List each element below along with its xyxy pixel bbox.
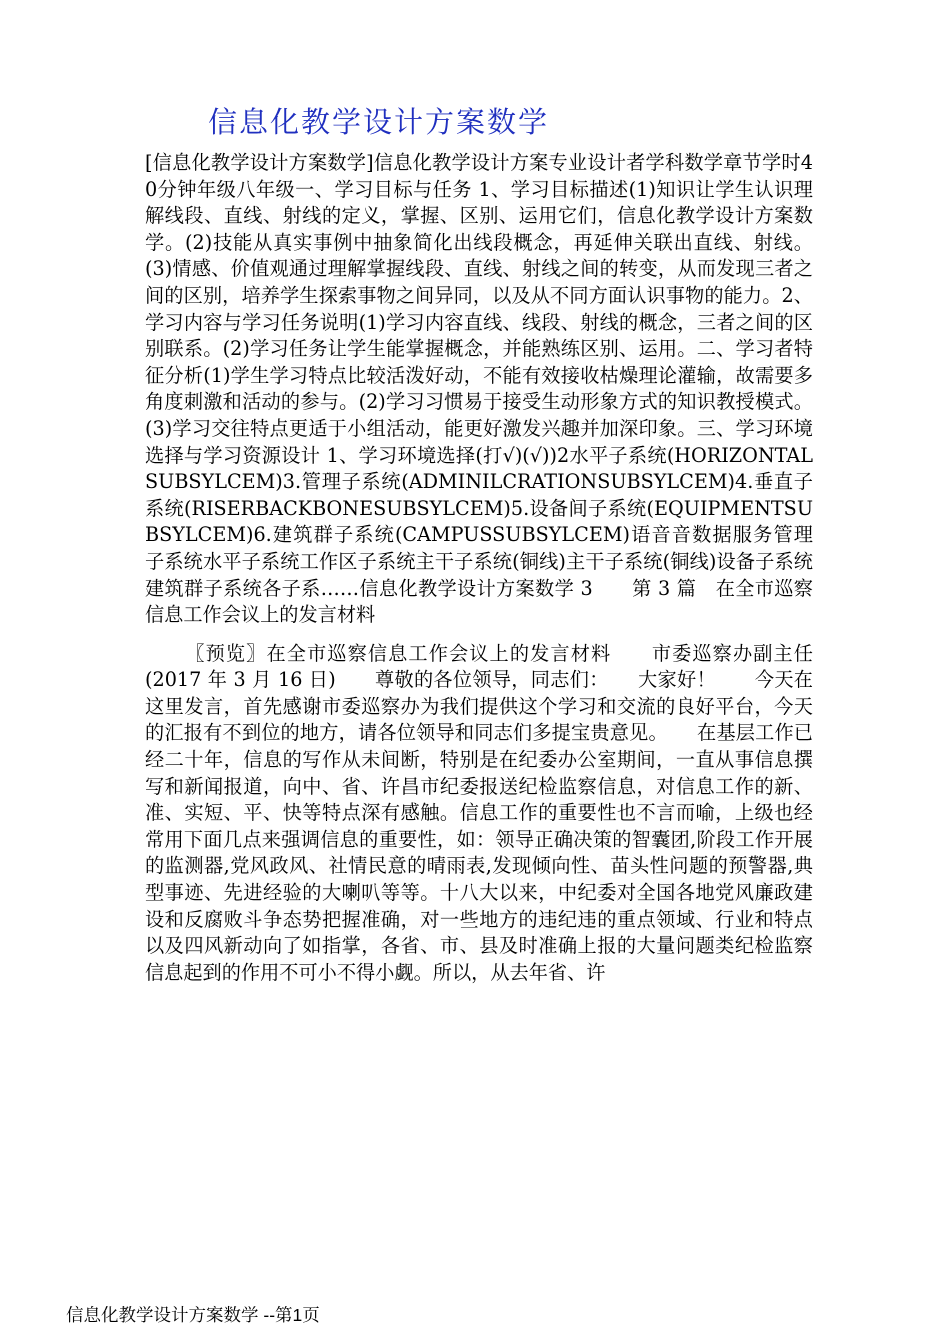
body-paragraph: 〖预览〗在全市巡察信息工作会议上的发言材料 市委巡察办副主任 (2017 年 3 月 16 日) 尊敬的各位领导，同志们： 大家好！ 今天在这里发言，首先感谢市委巡察办为我们提供这个学习和交流的良好平台，今天的汇报有不到位的地方，请各位领导和同志们多提宝贵意见。 在基层工作已经二十年，信息的写作从未间断，特别是在纪委办公室期间，一直从事信息撰写和新闻报道，向中、省、许昌市纪委报送纪检监察信息，对信息工作的新、准、实短、平、快等特点深有感触。信息工作的重要性也不言而喻，上级也经常用下面几点来强调信息的重要性，如：领导正确决策的智囊团,阶段工作开展的监测器,党风政风、社情民意的晴雨表,发现倾向性、苗头性问题的预警器,典型事迹、先进经验的大喇叭等等。十八大以来，中纪委对全国各地党风廉政建设和反腐败斗争态势把握准确，对一些地方的违纪违的重点领域、行业和特点以及四风新动向了如指掌，各省、市、县及时准确上报的大量问题类纪检监察信息起到的作用不可小不得小觑。所以，从去年省、许 xyxy=(145,641,852,984)
page-footer: 信息化教学设计方案数学 --第1页 xyxy=(66,1305,320,1325)
body-paragraph: [信息化教学设计方案数学]信息化教学设计方案专业设计者学科数学章节学时40分钟年级八年级一、学习目标与任务 1、学习目标描述(1)知识让学生认识理解线段、直线、射线的定义，掌握、区别、运用它们，信息化教学设计方案数学。(2)技能从真实事例中抽象简化出线段概念，再延伸关联出直线、射线。(3)情感、价值观通过理解掌握线段、直线、射线之间的转变，从而发现三者之间的区别，培养学生探索事物之间异同，以及从不同方面认识事物的能力。2、学习内容与学习任务说明(1)学习内容直线、线段、射线的概念，三者之间的区别联系。(2)学习任务让学生能掌握概念，并能熟练区别、运用。二、学习者特征分析(1)学生学习特点比较活泼好动，不能有效接收枯燥理论灌输，故需要多角度刺激和活动的参与。(2)学习习惯易于接受生动形象方式的知识教授模式。(3)学习交往特点更适于小组活动，能更好激发兴趣并加深印象。三、学习环境选择与学习资源设计 1、学习环境选择(打√)(√))2水平子系统(HORIZONTALSUBSYLCEM)3.管理子系统(ADMINILCRATIONSUBSYLCEM)4.垂直子系统(RISERBACKBONESUBSYLCEM)5.设备间子系统(EQUIPMENTSUBSYLCEM)6.建筑群子系统(CAMPUSSUBSYLCEM)语音音数据服务管理子系统水平子系统工作区子系统主干子系统(铜线)主干子系统(铜线)设备子系统建筑群子系统各子系……信息化教学设计方案数学 3 第 3 篇 在全市巡察信息工作会议上的发言材料 xyxy=(145,151,813,627)
document-title: 信息化教学设计方案数学 xyxy=(208,105,550,139)
document-body xyxy=(145,150,852,986)
